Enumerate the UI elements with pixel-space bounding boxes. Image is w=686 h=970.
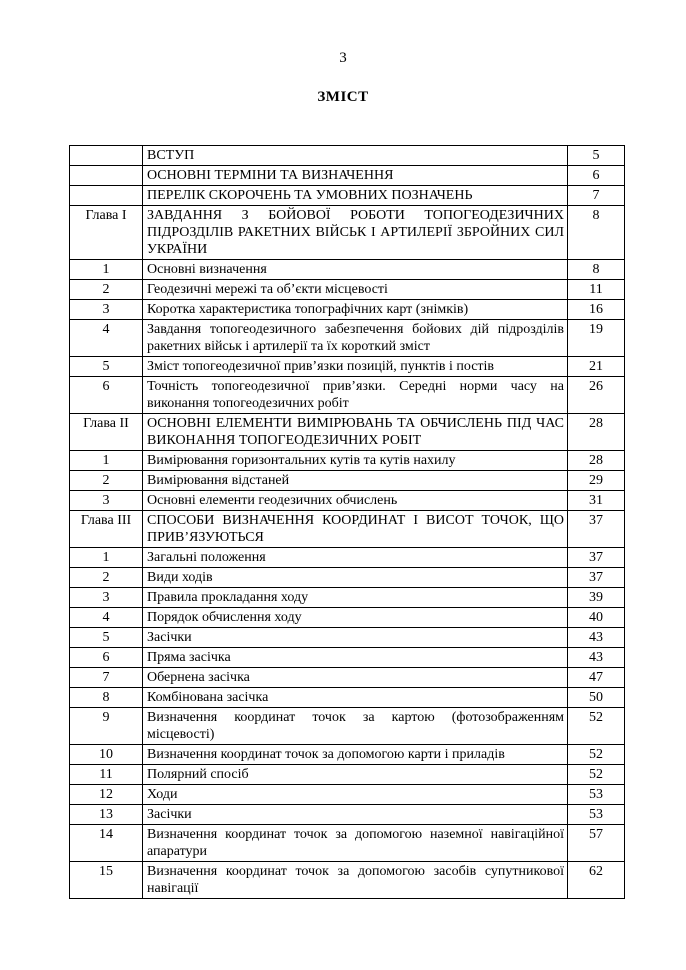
row-number: 3 <box>70 300 143 320</box>
row-number: 2 <box>70 280 143 300</box>
row-page: 19 <box>568 320 625 357</box>
row-page: 8 <box>568 206 625 260</box>
row-page: 43 <box>568 628 625 648</box>
row-title: Ходи <box>143 785 568 805</box>
row-page: 29 <box>568 471 625 491</box>
table-row <box>70 708 625 745</box>
table-row <box>70 648 625 668</box>
row-number: 1 <box>70 451 143 471</box>
table-row <box>70 825 625 862</box>
row-number: 1 <box>70 548 143 568</box>
row-number: 4 <box>70 320 143 357</box>
row-title: Точність топогеодезичної прив’язки. Середні норми часу на виконання топогеодезичних робіт <box>143 377 568 414</box>
row-page: 47 <box>568 668 625 688</box>
row-title: Коротка характеристика топографічних карт (знімків) <box>143 300 568 320</box>
table-row <box>70 568 625 588</box>
row-title: Визначення координат точок за картою (фотозображенням місцевості) <box>143 708 568 745</box>
row-page: 39 <box>568 588 625 608</box>
table-row <box>70 206 625 260</box>
row-title: Загальні положення <box>143 548 568 568</box>
row-title: Визначення координат точок за допомогою засобів супутникової навігації <box>143 862 568 899</box>
table-row <box>70 146 625 166</box>
row-number: 7 <box>70 668 143 688</box>
table-row <box>70 785 625 805</box>
row-number: 5 <box>70 357 143 377</box>
row-title: Вимірювання відстаней <box>143 471 568 491</box>
row-page: 37 <box>568 548 625 568</box>
row-number: Глава І <box>70 206 143 260</box>
row-title: Основні визначення <box>143 260 568 280</box>
row-page: 40 <box>568 608 625 628</box>
row-title: Визначення координат точок за допомогою наземної навігаційної апаратури <box>143 825 568 862</box>
row-page: 37 <box>568 568 625 588</box>
row-page: 50 <box>568 688 625 708</box>
row-number: 9 <box>70 708 143 745</box>
row-page: 11 <box>568 280 625 300</box>
row-title: ОСНОВНІ ТЕРМІНИ ТА ВИЗНАЧЕННЯ <box>143 166 568 186</box>
table-row <box>70 260 625 280</box>
row-page: 28 <box>568 414 625 451</box>
table-row <box>70 668 625 688</box>
row-number: 6 <box>70 377 143 414</box>
row-page: 37 <box>568 511 625 548</box>
row-page: 28 <box>568 451 625 471</box>
row-page: 7 <box>568 186 625 206</box>
row-title: СПОСОБИ ВИЗНАЧЕННЯ КООРДИНАТ І ВИСОТ ТОЧОК, ЩО ПРИВ’ЯЗУЮТЬСЯ <box>143 511 568 548</box>
row-title: Пряма засічка <box>143 648 568 668</box>
table-row <box>70 548 625 568</box>
row-number: 4 <box>70 608 143 628</box>
row-number: 10 <box>70 745 143 765</box>
table-row <box>70 320 625 357</box>
table-row <box>70 471 625 491</box>
table-row <box>70 511 625 548</box>
row-number: Глава ІІ <box>70 414 143 451</box>
row-page: 21 <box>568 357 625 377</box>
row-title: Порядок обчислення ходу <box>143 608 568 628</box>
row-title: ПЕРЕЛІК СКОРОЧЕНЬ ТА УМОВНИХ ПОЗНАЧЕНЬ <box>143 186 568 206</box>
row-title: Основні елементи геодезичних обчислень <box>143 491 568 511</box>
row-title: Засічки <box>143 628 568 648</box>
row-number: 14 <box>70 825 143 862</box>
table-row <box>70 186 625 206</box>
row-page: 52 <box>568 708 625 745</box>
row-number: 2 <box>70 568 143 588</box>
row-title: ВСТУП <box>143 146 568 166</box>
row-number: 11 <box>70 765 143 785</box>
row-number <box>70 146 143 166</box>
row-page: 31 <box>568 491 625 511</box>
row-page: 6 <box>568 166 625 186</box>
row-number: 8 <box>70 688 143 708</box>
row-number: 5 <box>70 628 143 648</box>
row-title: Зміст топогеодезичної прив’язки позицій, пунктів і постів <box>143 357 568 377</box>
row-page: 16 <box>568 300 625 320</box>
table-row <box>70 588 625 608</box>
row-title: Засічки <box>143 805 568 825</box>
table-row <box>70 414 625 451</box>
table-row <box>70 357 625 377</box>
row-page: 26 <box>568 377 625 414</box>
row-title: Вимірювання горизонтальних кутів та кутів нахилу <box>143 451 568 471</box>
row-title: ЗАВДАННЯ З БОЙОВОЇ РОБОТИ ТОПОГЕОДЕЗИЧНИХ ПІДРОЗДІЛІВ РАКЕТНИХ ВІЙСЬК І АРТИЛЕРІЇ ЗБРОЙНИХ СИЛ УКРАЇНИ <box>143 206 568 260</box>
row-title: Види ходів <box>143 568 568 588</box>
row-title: Правила прокладання ходу <box>143 588 568 608</box>
row-page: 62 <box>568 862 625 899</box>
row-number: 3 <box>70 491 143 511</box>
row-title: Полярний спосіб <box>143 765 568 785</box>
table-row <box>70 745 625 765</box>
table-row <box>70 377 625 414</box>
row-title: Геодезичні мережі та об’єкти місцевості <box>143 280 568 300</box>
row-number: 15 <box>70 862 143 899</box>
toc-body <box>70 146 625 899</box>
table-of-contents <box>69 145 625 899</box>
row-title: Завдання топогеодезичного забезпечення бойових дій підрозділів ракетних військ і артилерії та їх короткий зміст <box>143 320 568 357</box>
row-page: 5 <box>568 146 625 166</box>
row-page: 43 <box>568 648 625 668</box>
row-number: 1 <box>70 260 143 280</box>
table-row <box>70 765 625 785</box>
row-page: 52 <box>568 745 625 765</box>
row-title: Обернена засічка <box>143 668 568 688</box>
row-title: Комбінована засічка <box>143 688 568 708</box>
row-number: 13 <box>70 805 143 825</box>
row-number: 2 <box>70 471 143 491</box>
table-row <box>70 805 625 825</box>
row-number: 6 <box>70 648 143 668</box>
table-row <box>70 300 625 320</box>
row-page: 53 <box>568 805 625 825</box>
row-number: 12 <box>70 785 143 805</box>
row-page: 57 <box>568 825 625 862</box>
row-page: 53 <box>568 785 625 805</box>
table-row <box>70 628 625 648</box>
row-number: 3 <box>70 588 143 608</box>
table-row <box>70 280 625 300</box>
table-row <box>70 166 625 186</box>
table-row <box>70 688 625 708</box>
table-row <box>70 608 625 628</box>
row-number <box>70 166 143 186</box>
row-number <box>70 186 143 206</box>
table-row <box>70 491 625 511</box>
row-number: Глава ІІІ <box>70 511 143 548</box>
table-row <box>70 451 625 471</box>
row-title: ОСНОВНІ ЕЛЕМЕНТИ ВИМІРЮВАНЬ ТА ОБЧИСЛЕНЬ ПІД ЧАС ВИКОНАННЯ ТОПОГЕОДЕЗИЧНИХ РОБІТ <box>143 414 568 451</box>
table-row <box>70 862 625 899</box>
row-page: 8 <box>568 260 625 280</box>
row-page: 52 <box>568 765 625 785</box>
page-number: 3 <box>339 50 347 66</box>
page-title: ЗМІСТ <box>317 89 369 105</box>
row-title: Визначення координат точок за допомогою карти і приладів <box>143 745 568 765</box>
